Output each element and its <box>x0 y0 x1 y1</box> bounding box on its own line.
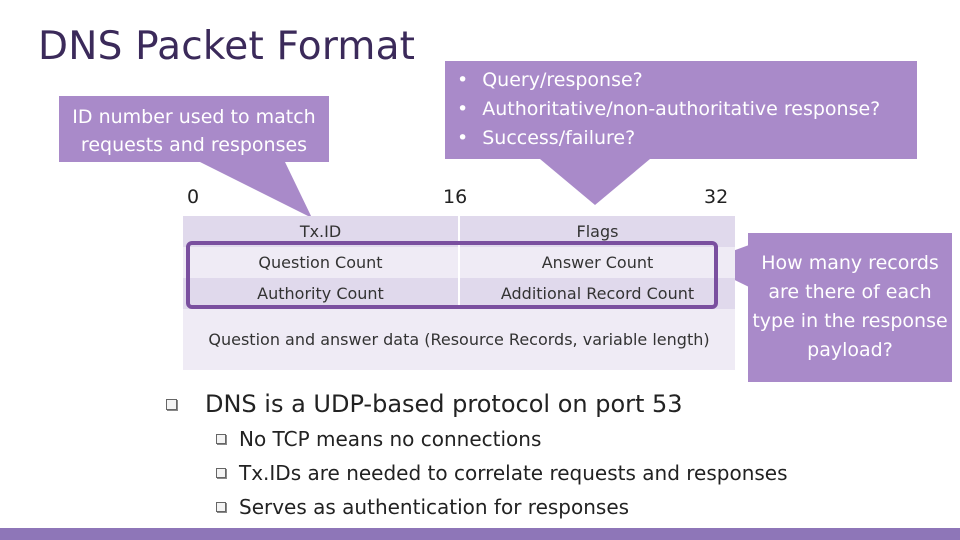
sub-bullet <box>216 456 788 490</box>
id-callout-pointer <box>200 162 312 218</box>
flags-callout-pointer <box>540 159 650 205</box>
field-question-count: Question Count <box>183 247 458 278</box>
flags-callout-item: • Authoritative/non-authoritative response? <box>457 95 917 124</box>
flags-callout-item: • Query/response? <box>457 66 917 95</box>
field-question-answer-data: Question and answer data (Resource Records, variable length) <box>183 309 735 370</box>
records-callout: How many records are there of each type in the response payload? <box>748 233 952 382</box>
bit-tick-32: 32 <box>704 186 729 208</box>
txid-callout: ID number used to match requests and responses <box>59 96 329 162</box>
footer-bar <box>0 528 960 540</box>
sub-bullet <box>216 422 788 456</box>
square-bullet-icon <box>166 399 177 410</box>
field-flags: Flags <box>458 216 735 247</box>
counts-highlight-box <box>186 241 718 309</box>
field-answer-count: Answer Count <box>458 247 735 278</box>
bullet-list <box>166 388 788 524</box>
field-additional-count: Additional Record Count <box>458 278 735 309</box>
square-bullet-icon <box>216 434 226 444</box>
slide-title: DNS Packet Format <box>38 24 416 69</box>
sub-bullet-text: Serves as authentication for responses <box>239 495 630 519</box>
flags-callout <box>445 61 917 159</box>
square-bullet-icon <box>216 468 226 478</box>
square-bullet-icon <box>216 502 226 512</box>
field-authority-count: Authority Count <box>183 278 458 309</box>
flags-callout-item: • Success/failure? <box>457 124 917 153</box>
bullet-main <box>166 388 788 420</box>
bit-tick-0: 0 <box>187 186 200 208</box>
field-txid: Tx.ID <box>183 216 458 247</box>
sub-bullet-text: Tx.IDs are needed to correlate requests and responses <box>239 461 788 485</box>
sub-bullet <box>216 490 788 524</box>
sub-bullet-text: No TCP means no connections <box>239 427 542 451</box>
bullet-main-text: DNS is a UDP-based protocol on port 53 <box>205 390 683 418</box>
bit-tick-16: 16 <box>443 186 468 208</box>
